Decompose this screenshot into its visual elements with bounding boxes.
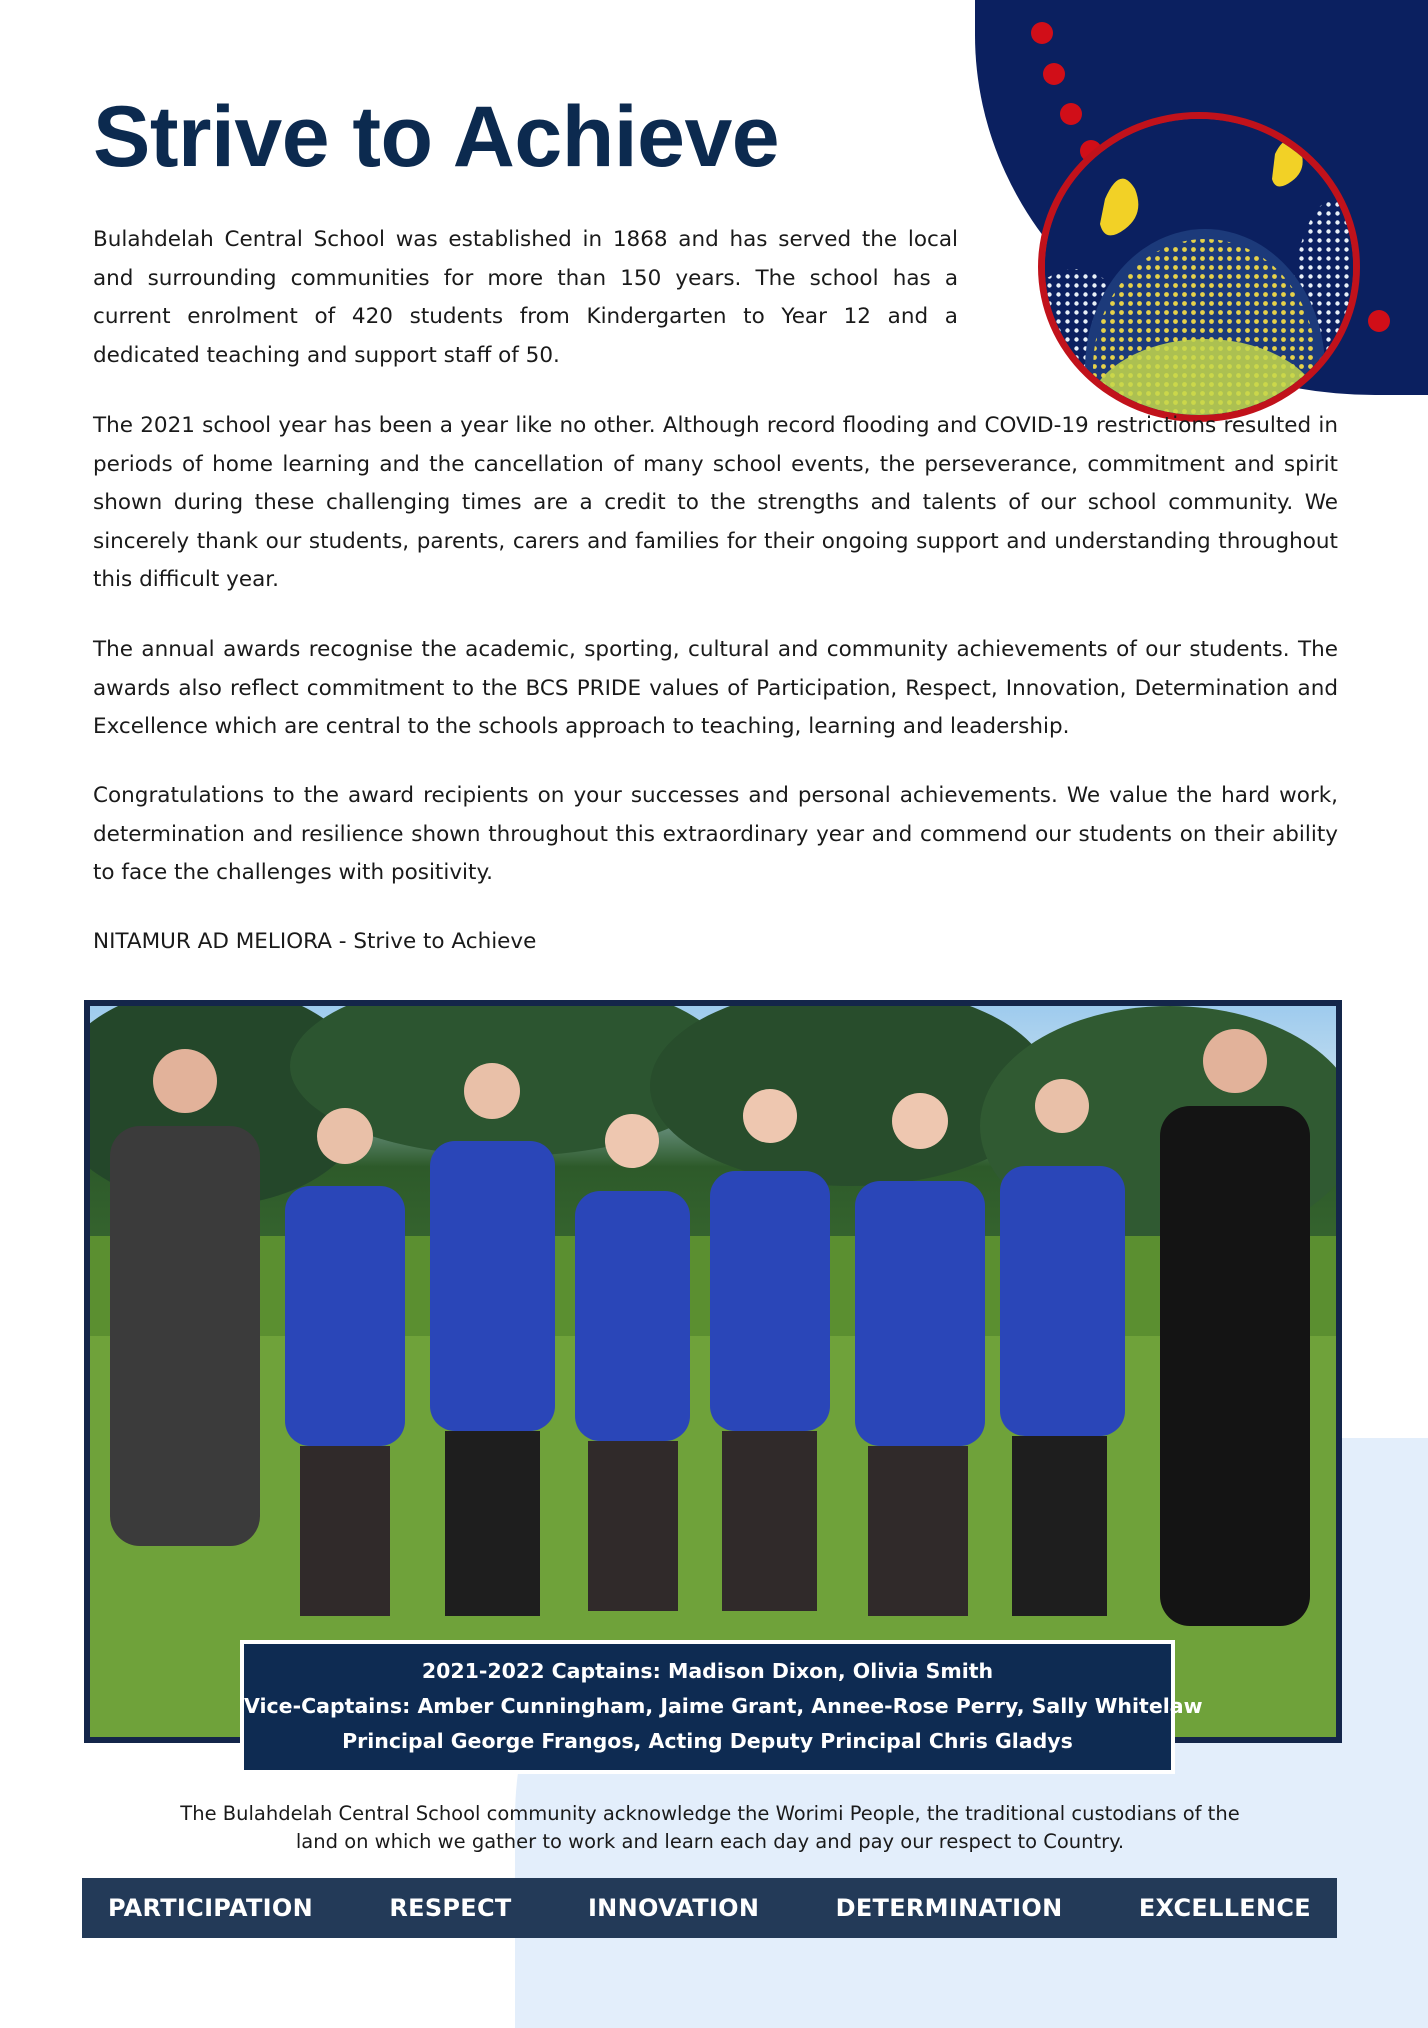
paragraph-congratulations: Congratulations to the award recipients on your successes and personal achievements. We value the hard work, determination and resilience shown throughout this extraordinary year and commend our students on their ability to face the challenges with positivity.	[93, 783, 1338, 885]
value-participation: PARTICIPATION	[108, 1894, 313, 1922]
photo-caption	[240, 1640, 1203, 1774]
caption-vice-captains: Vice-Captains: Amber Cunningham, Jaime Grant, Annee-Rose Perry, Sally Whitelaw	[244, 1694, 1203, 1718]
caption-captains: 2021-2022 Captains: Madison Dixon, Olivia Smith	[421, 1659, 994, 1683]
value-determination: DETERMINATION	[835, 1894, 1063, 1922]
students-photo-icon	[90, 1006, 1336, 1737]
value-excellence: EXCELLENCE	[1138, 1894, 1311, 1922]
decorative-dot	[1368, 310, 1390, 332]
paragraph-awards: The annual awards recognise the academic, sporting, cultural and community achievements of our students. The awards also reflect commitment to the BCS PRIDE values of Participation, Respect, Innovation, Determination and Excellence which are central to the schools approach to teaching, learning and leadership.	[93, 637, 1338, 739]
value-innovation: INNOVATION	[587, 1894, 760, 1922]
caption-principals: Principal George Frangos, Acting Deputy Principal Chris Gladys	[342, 1729, 1073, 1753]
decorative-dot	[1043, 63, 1065, 85]
value-respect: RESPECT	[389, 1894, 512, 1922]
school-motto: NITAMUR AD MELIORA - Strive to Achieve	[93, 929, 537, 954]
values-bar	[82, 1878, 1337, 1938]
decorative-dot	[1060, 103, 1082, 125]
dot-art-icon	[1045, 119, 1353, 415]
paragraph-history: Bulahdelah Central School was established in 1868 and has served the local and surrounding communities for more than 150 years. The school has a current enrolment of 420 students from Kindergarten to Year 12 and a dedicated teaching and support staff of 50.	[93, 227, 958, 368]
acknowledgement-of-country	[120, 1800, 1300, 1856]
group-photo	[90, 1006, 1336, 1737]
acknowledgement-line: land on which we gather to work and learn each day and pay our respect to Country.	[295, 1830, 1125, 1853]
artwork-emblem	[1038, 112, 1360, 422]
acknowledgement-line: The Bulahdelah Central School community acknowledge the Worimi People, the traditional custodians of the	[180, 1802, 1240, 1825]
group-photo-frame	[84, 1000, 1342, 1743]
paragraph-2021: The 2021 school year has been a year like no other. Although record flooding and COVID-19 restrictions resulted in periods of home learning and the cancellation of many school events, the perseverance, commitment and spirit shown during these challenging times are a credit to the strengths and talents of our school community. We sincerely thank our students, parents, carers and families for their ongoing support and understanding throughout this difficult year.	[93, 413, 1338, 592]
page-title: Strive to Achieve	[93, 89, 780, 185]
decorative-dot	[1031, 22, 1053, 44]
